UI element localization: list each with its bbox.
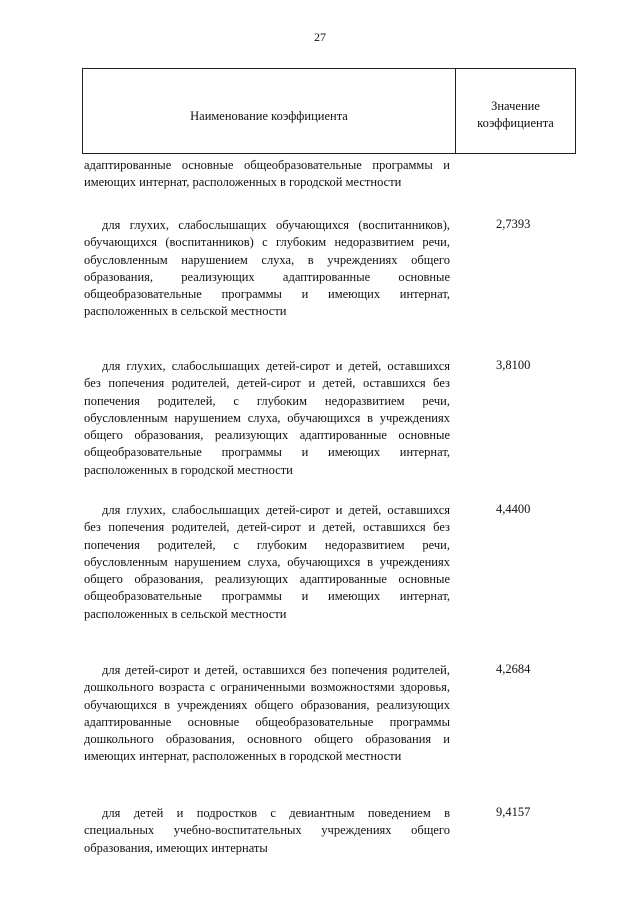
row-value: 4,4400 (496, 502, 531, 516)
row-description: для глухих, слабослышащих детей-сирот и детей, оставшихся без попечения родителей, детей-сирот и детей, оставшихся без попечения родителей, с глубоким недоразвитием речи, обусловленным нарушением слуха, обучающихся в учреждениях общего образования, реализующих адаптированные основные общеобразовательные программы и имеющих интернат, расположенных в сельской местности (84, 503, 450, 621)
row-description: для детей-сирот и детей, оставшихся без попечения родителей, дошкольного возраста с ограниченными возможностями здоровья, обучающихся в учреждениях общего образования, реализующих адаптированные основные общеобразовательные программы дошкольного образования, основного общего образования и имеющих интернат, расположенных в городской местности (84, 663, 450, 764)
header-value-line2: коэффициента (477, 116, 554, 130)
row-value: 9,4157 (496, 805, 531, 819)
page-number: 27 (314, 30, 326, 44)
header-value-line1: Значение (491, 99, 540, 113)
header-coefficient-name: Наименование коэффициента (83, 69, 456, 153)
row-description: для глухих, слабослышащих обучающихся (воспитанников), обучающихся (воспитанников) с глубоким недоразвитием речи, обусловленным нарушением слуха, в учреждениях общего образования, реализующих адаптированные основные общеобразовательные программы и имеющих интернат, расположенных в сельской местности (84, 218, 450, 319)
row-description: для детей и подростков с девиантным поведением в специальных учебно-воспитательных учреждениях общего образования, имеющих интернаты (84, 806, 450, 855)
row-description: для глухих, слабослышащих детей-сирот и детей, оставшихся без попечения родителей, детей-сирот и детей, оставшихся без попечения родителей, с глубоким недоразвитием речи, обусловленным нарушением слуха, обучающихся в учреждениях общего образования, реализующих адаптированные основные общеобразовательные программы и имеющих интернат, расположенных в городской местности (84, 359, 450, 477)
header-coefficient-value (456, 69, 575, 153)
row-value: 3,8100 (496, 358, 531, 372)
row-value: 4,2684 (496, 662, 531, 676)
row-description: адаптированные основные общеобразовательные программы и имеющих интернат, расположенных в городской местности (84, 158, 450, 190)
table-header (82, 68, 576, 154)
row-value: 2,7393 (496, 217, 531, 231)
